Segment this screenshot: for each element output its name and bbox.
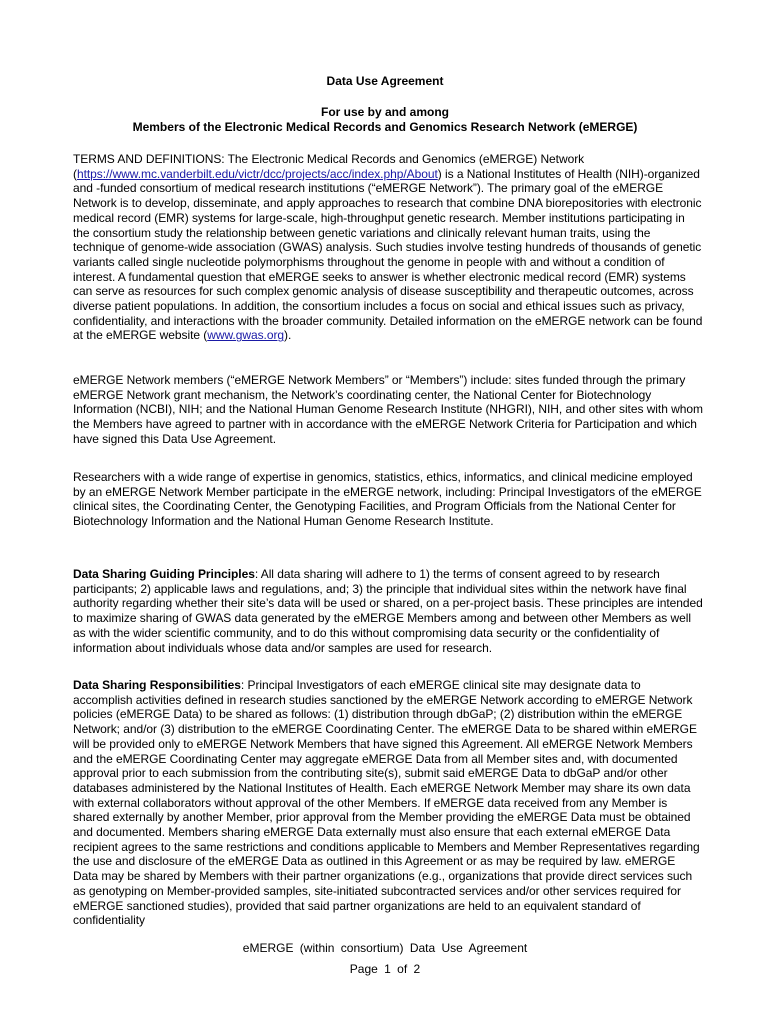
paragraph-1-lead: TERMS AND DEFINITIONS: The Electronic Medical Records and Genomics (eMERGE) Network ( <box>73 152 585 181</box>
footer-page-number: Page 1 of 2 <box>349 962 421 976</box>
vanderbilt-link[interactable]: https://www.mc.vanderbilt.edu/victr/dcc/projects/acc/index.php/About <box>76 166 438 181</box>
guiding-principles-heading: Data Sharing Guiding Principles <box>73 567 255 581</box>
guiding-principles-text: : All data sharing will adhere to 1) the terms of consent agreed to by research participants; 2) applicable laws and regulations, and; 3) the principle that individual sites within the network have final authority regarding whether their site’s data will be used or shared, on a per-project basis. These principles are intended to maximize sharing of GWAS data generated by the eMERGE Members among and between other Members as well as with the wider scientific community, and to do this without compromising data security or the confidentiality of information about individuals whose data and/or samples are used for research. <box>73 567 703 655</box>
document-title: Data Use Agreement <box>326 74 444 88</box>
document-subtitle-2: Members of the Electronic Medical Records and Genomics Research Network (eMERGE) <box>132 120 638 134</box>
sharing-responsibilities-heading: Data Sharing Responsibilities <box>73 678 241 692</box>
paragraph-researchers: Researchers with a wide range of expertise in genomics, statistics, ethics, informatics, and clinical medicine employed by an eMERGE Network Member participate in the eMERGE network, including: Principal Investigators of the eMERGE clinical sites, the Coordinating Center, the Genotyping Facilities, and Program Officials from the National Center for Biotechnology Information and the National Human Genome Research Institute. <box>73 470 702 529</box>
paragraph-terms-definitions <box>73 152 703 343</box>
paragraph-guiding-principles <box>73 567 703 655</box>
paragraph-1-end: ). <box>284 328 292 343</box>
paragraph-sharing-responsibilities <box>73 678 703 928</box>
sharing-responsibilities-text: : Principal Investigators of each eMERGE clinical site may designate data to accomplish activities defined in research studies sanctioned by the eMERGE Network according to eMERGE Network policies (eMERGE Data) to be shared as follows: (1) distribution through dbGaP; (2) distribution within the eMERGE Network; and/or (3) distribution to the eMERGE Coordinating Center. The eMERGE Data to be shared within eMERGE will be provided only to eMERGE Network Members that have signed this Agreement. All eMERGE Network Members and the eMERGE Coordinating Center may aggregate eMERGE Data from all Member sites and, with documented approval prior to each submission from the contributing site(s), submit said eMERGE Data to dbGaP and/or other databases administered by the National Institutes of Health. Each eMERGE Network Member may share its own data with external collaborators without approval of the other Members. If eMERGE data received from any Member is shared externally by another Member, prior approval from the Member providing the eMERGE Data must be obtained and documented. Members sharing eMERGE Data externally must also ensure that each external eMERGE Data recipient agrees to the same restrictions and conditions applicable to Members and Member Representatives regarding the use and disclosure of the eMERGE Data as outlined in this Agreement or as may be required by law. eMERGE Data may be shared by Members with their partner organizations (e.g., organizations that provide direct services such as genotyping on Member-provided samples, site-initiated subcontracted services and/or other services required for eMERGE sanctioned studies), provided that said partner organizations are held to an equivalent standard of confidentiality <box>73 678 700 928</box>
gwas-website-link[interactable]: www.gwas.org <box>207 328 285 343</box>
paragraph-1-middle: ) is a National Institutes of Health (NIH)-organized and -funded consortium of medical research institutions (“eMERGE Network”). The primary goal of the eMERGE Network is to develop, disseminate, and apply approaches to research that combine DNA biorepositories with electronic medical record (EMR) systems for large-scale, high-throughput genetic research. Member institutions participating in the consortium study the relationship between genetic variations and clinically relevant human traits, using the technique of genome-wide association (GWAS) analysis. Such studies involve testing hundreds of thousands of genetic variants called single nucleotide polymorphisms throughout the genome in people with and without a condition of interest. A fundamental question that eMERGE seeks to answer is whether electronic medical record (EMR) systems can serve as resources for such complex genomic analysis of disease susceptibility and therapeutic outcomes, across diverse patient populations. In addition, the consortium includes a focus on social and ethical issues such as privacy, confidentiality, and interactions with the broader community. Detailed information on the eMERGE network can be found at the eMERGE website ( <box>73 166 703 343</box>
document-subtitle-1: For use by and among <box>320 105 449 119</box>
footer-document-name: eMERGE (within consortium) Data Use Agreement <box>242 941 528 955</box>
paragraph-network-members: eMERGE Network members (“eMERGE Network Members” or “Members”) include: sites funded through the primary eMERGE Network grant mechanism, the Network’s coordinating center, the National Center for Biotechnology Information (NCBI), NIH; and the National Human Genome Research Institute (NHGRI), NIH, and other sites with whom the Members have agreed to partner with in accordance with the eMERGE Network Criteria for Participation and which have signed this Data Use Agreement. <box>73 373 703 446</box>
